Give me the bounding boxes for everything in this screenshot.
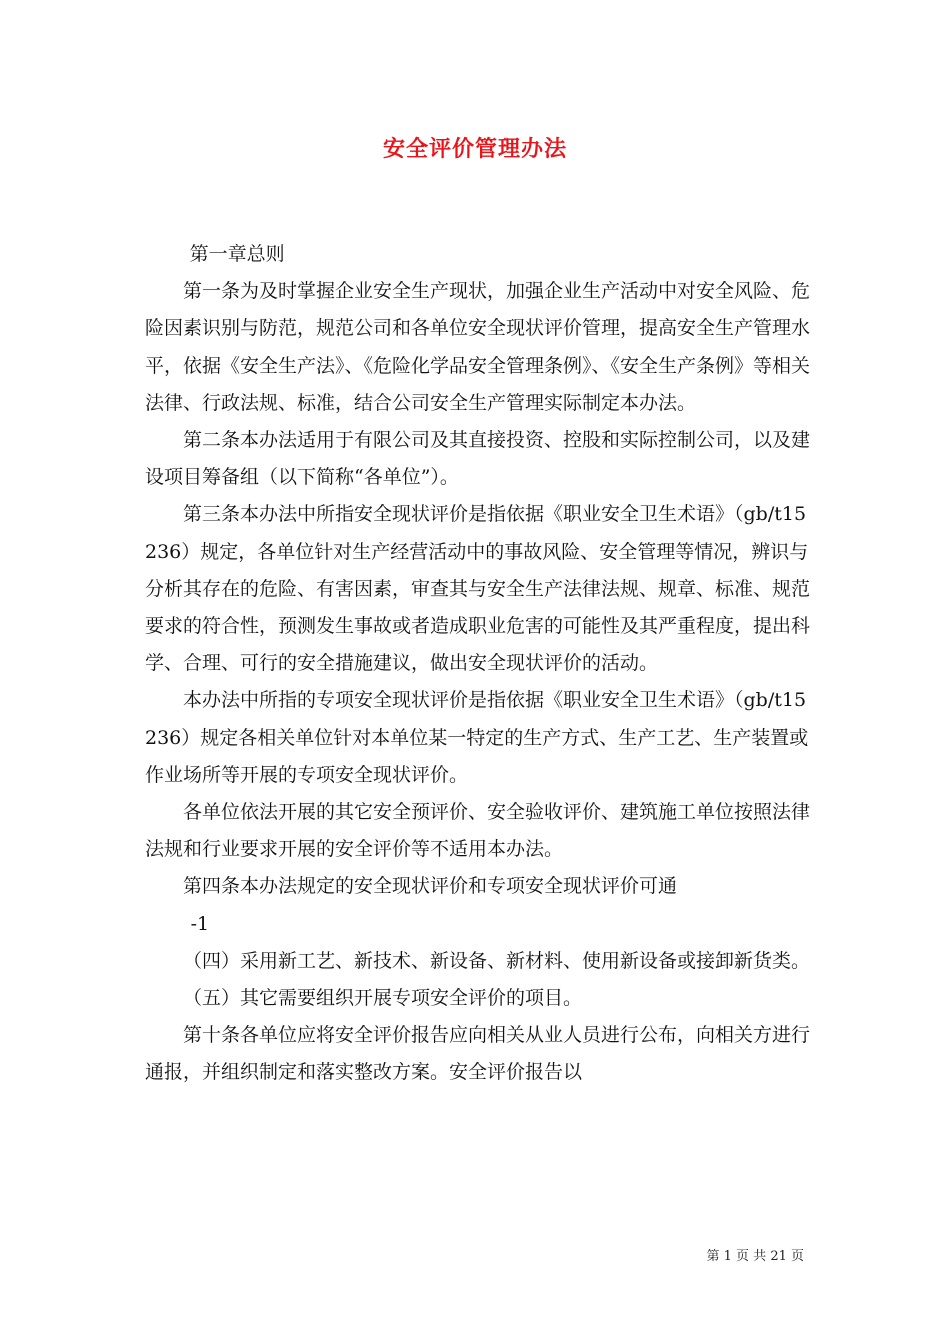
document-body: [145, 236, 815, 1092]
document-title: 安全评价管理办法: [382, 136, 567, 162]
item-5-paragraph: （五）其它需要组织开展专项安全评价的项目。: [183, 987, 583, 1010]
page-number: 第 1 页 共 21 页: [706, 1249, 804, 1264]
item-4-paragraph: （四）采用新工艺、新技术、新设备、新材料、使用新设备或接卸新货类。: [183, 949, 811, 972]
exclusion-paragraph: 各单位依法开展的其它安全预评价、安全验收评价、建筑施工单位按照法律法规和行业要求开展的安全评价等不适用本办法。: [145, 801, 811, 861]
article-1-paragraph: 第一条为及时掌握企业安全生产现状，加强企业生产活动中对安全风险、危险因素识别与防范，规范公司和各单位安全现状评价管理，提高安全生产管理水平，依据《安全生产法》、《危险化学品安全管理条例》、《安全生产条例》等相关法律、行政法规、标准，结合公司安全生产管理实际制定本办法。: [145, 280, 811, 414]
article-4-paragraph: 第四条本办法规定的安全现状评价和专项安全现状评价可通: [183, 875, 678, 898]
page-break-marker: -1: [190, 912, 210, 935]
article-2-paragraph: 第二条本办法适用于有限公司及其直接投资、控股和实际控制公司，以及建设项目筹备组（以下简称“各单位”）。: [145, 429, 811, 489]
article-3-paragraph: 第三条本办法中所指安全现状评价是指依据《职业安全卫生术语》（gb/t15236）规定，各单位针对生产经营活动中的事故风险、安全管理等情况，辨识与分析其存在的危险、有害因素，审查其与安全生产法律法规、规章、标准、规范要求的符合性，预测发生事故或者造成职业危害的可能性及其严重程度，提出科学、合理、可行的安全措施建议，做出安全现状评价的活动。: [145, 503, 811, 675]
chapter-heading: 第一章总则: [189, 243, 285, 265]
article-10-paragraph: 第十条各单位应将安全评价报告应向相关从业人员进行公布，向相关方进行通报，并组织制定和落实整改方案。安全评价报告以: [145, 1024, 811, 1084]
special-evaluation-paragraph: 本办法中所指的专项安全现状评价是指依据《职业安全卫生术语》（gb/t15236）规定各相关单位针对本单位某一特定的生产方式、生产工艺、生产装置或作业场所等开展的专项安全现状评价。: [145, 689, 809, 786]
